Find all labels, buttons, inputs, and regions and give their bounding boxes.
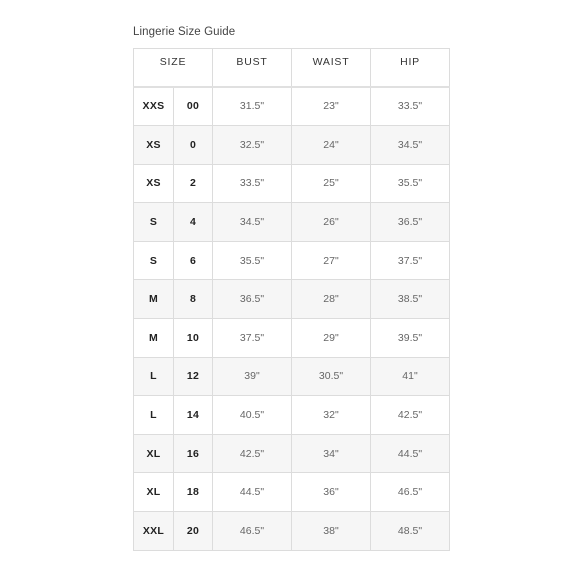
hip-cell: 41" <box>371 357 450 396</box>
table-row <box>134 473 450 512</box>
table-row <box>134 87 450 126</box>
size-number-cell: 20 <box>174 512 213 551</box>
table-row <box>134 512 450 551</box>
hip-cell: 44.5" <box>371 434 450 473</box>
waist-cell: 27" <box>292 241 371 280</box>
hip-cell: 35.5" <box>371 164 450 203</box>
hip-cell: 42.5" <box>371 396 450 435</box>
hip-column-header: HIP <box>371 49 450 87</box>
table-row <box>134 241 450 280</box>
bust-cell: 46.5" <box>213 512 292 551</box>
size-letter-cell: S <box>134 203 174 242</box>
table-row <box>134 203 450 242</box>
waist-cell: 32" <box>292 396 371 435</box>
table-row <box>134 280 450 319</box>
size-letter-cell: XL <box>134 434 174 473</box>
size-number-cell: 4 <box>174 203 213 242</box>
size-number-cell: 6 <box>174 241 213 280</box>
page-title: Lingerie Size Guide <box>133 26 236 38</box>
hip-cell: 36.5" <box>371 203 450 242</box>
waist-cell: 23" <box>292 87 371 126</box>
size-number-cell: 0 <box>174 126 213 165</box>
table-row <box>134 126 450 165</box>
table-row <box>134 396 450 435</box>
size-letter-cell: L <box>134 357 174 396</box>
size-letter-cell: M <box>134 319 174 358</box>
hip-cell: 34.5" <box>371 126 450 165</box>
waist-cell: 29" <box>292 319 371 358</box>
bust-cell: 32.5" <box>213 126 292 165</box>
table-row <box>134 434 450 473</box>
size-letter-cell: XXS <box>134 87 174 126</box>
waist-cell: 36" <box>292 473 371 512</box>
size-chart-table <box>133 48 450 551</box>
bust-cell: 31.5" <box>213 87 292 126</box>
size-number-cell: 16 <box>174 434 213 473</box>
bust-cell: 44.5" <box>213 473 292 512</box>
bust-cell: 34.5" <box>213 203 292 242</box>
table-row <box>134 319 450 358</box>
bust-cell: 42.5" <box>213 434 292 473</box>
size-number-cell: 8 <box>174 280 213 319</box>
hip-cell: 37.5" <box>371 241 450 280</box>
bust-cell: 36.5" <box>213 280 292 319</box>
size-number-cell: 18 <box>174 473 213 512</box>
waist-cell: 26" <box>292 203 371 242</box>
bust-cell: 33.5" <box>213 164 292 203</box>
bust-column-header: BUST <box>213 49 292 87</box>
waist-cell: 34" <box>292 434 371 473</box>
size-letter-cell: XS <box>134 164 174 203</box>
size-letter-cell: M <box>134 280 174 319</box>
size-number-cell: 14 <box>174 396 213 435</box>
waist-cell: 28" <box>292 280 371 319</box>
waist-cell: 25" <box>292 164 371 203</box>
hip-cell: 39.5" <box>371 319 450 358</box>
size-letter-cell: XL <box>134 473 174 512</box>
bust-cell: 39" <box>213 357 292 396</box>
size-number-cell: 2 <box>174 164 213 203</box>
size-letter-cell: L <box>134 396 174 435</box>
size-letter-cell: XS <box>134 126 174 165</box>
size-number-cell: 10 <box>174 319 213 358</box>
table-row <box>134 164 450 203</box>
hip-cell: 48.5" <box>371 512 450 551</box>
hip-cell: 46.5" <box>371 473 450 512</box>
waist-cell: 38" <box>292 512 371 551</box>
size-number-cell: 00 <box>174 87 213 126</box>
size-column-header: SIZE <box>134 49 213 87</box>
bust-cell: 40.5" <box>213 396 292 435</box>
size-letter-cell: XXL <box>134 512 174 551</box>
table-row <box>134 357 450 396</box>
bust-cell: 35.5" <box>213 241 292 280</box>
waist-cell: 30.5" <box>292 357 371 396</box>
hip-cell: 33.5" <box>371 87 450 126</box>
hip-cell: 38.5" <box>371 280 450 319</box>
size-letter-cell: S <box>134 241 174 280</box>
table-header-row <box>134 49 450 87</box>
waist-cell: 24" <box>292 126 371 165</box>
size-number-cell: 12 <box>174 357 213 396</box>
waist-column-header: WAIST <box>292 49 371 87</box>
bust-cell: 37.5" <box>213 319 292 358</box>
